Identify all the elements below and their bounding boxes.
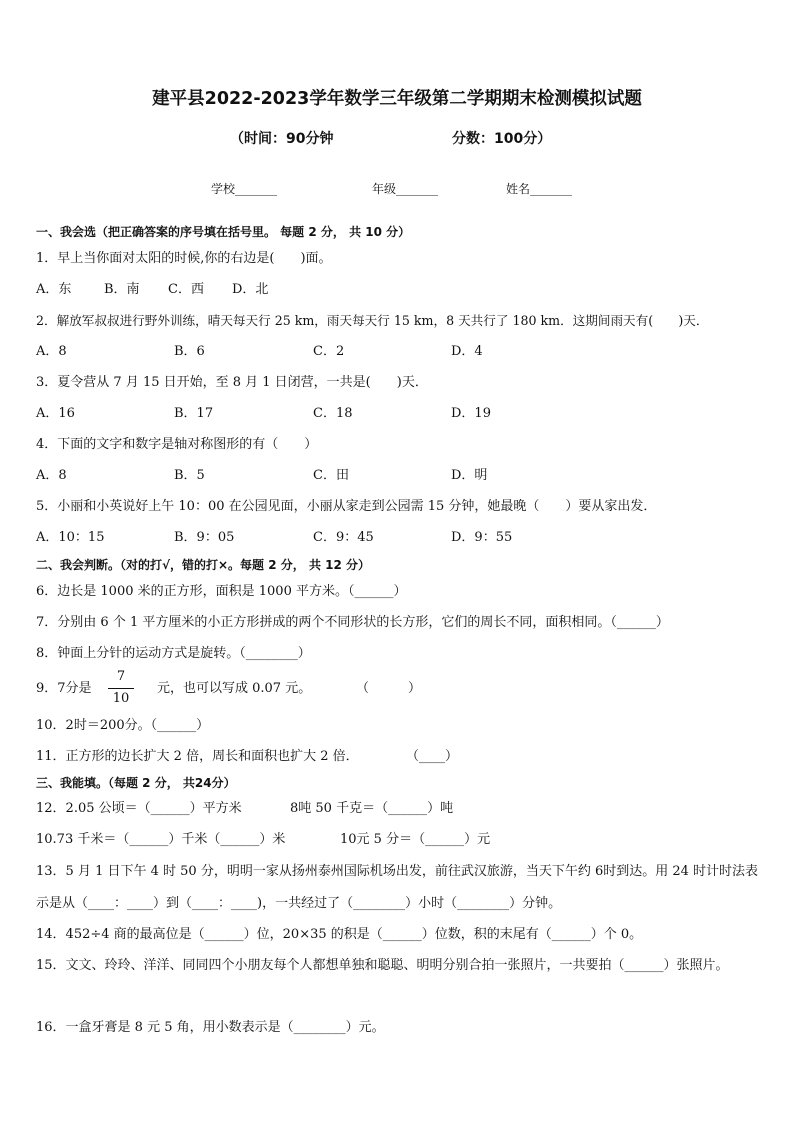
q1-option-a: A．东 — [36, 282, 72, 297]
name-field: 姓名_______ — [506, 182, 573, 196]
q1-option-b: B．南 — [104, 282, 140, 297]
question-9-blank: （ ） — [356, 681, 422, 696]
question-1: 1．早上当你面对太阳的时候,你的右边是( )面。 — [36, 251, 332, 266]
q5-option-c: C．9：45 — [313, 530, 374, 545]
q4-option-d: D．明 — [451, 468, 488, 483]
question-16: 16．一盒牙膏是 8 元 5 角，用小数表示是（________）元。 — [36, 1020, 385, 1035]
fraction-bar — [108, 688, 134, 689]
question-5: 5．小丽和小英说好上午 10：00 在公园见面，小丽从家走到公园需 15 分钟，她最晚（ ）要从家出发． — [36, 499, 657, 514]
q1-option-d: D．北 — [232, 282, 269, 297]
question-12-d: 10元 5 分＝（______）元 — [340, 832, 491, 847]
question-6: 6．边长是 1000 米的正方形，面积是 1000 平方米。（______） — [36, 584, 407, 599]
q1-option-c: C．西 — [168, 282, 204, 297]
q3-option-b: B．17 — [174, 406, 214, 421]
question-12-c: 10.73 千米＝（______）千米（______）米 — [36, 832, 286, 847]
q3-option-a: A．16 — [36, 406, 75, 421]
q4-option-b: B．5 — [174, 468, 205, 483]
q2-option-b: B．6 — [174, 344, 205, 359]
fraction-numerator: 7 — [116, 669, 126, 684]
question-9-prefix: 9．7分是 — [36, 681, 92, 696]
question-13: 13．5 月 1 日下午 4 时 50 分，明明一家从扬州泰州国际机场出发，前往武汉旅游，当天下午约 6时到达。用 24 时计时法表示是从（____：____）到（____：____)，一共经过了（________）小时（________）分钟。 — [36, 864, 759, 911]
q5-option-d: D．9：55 — [451, 530, 513, 545]
q4-option-c: C．田 — [313, 468, 349, 483]
exam-time: （时间：90分钟 — [230, 131, 334, 147]
question-11: 11．正方形的边长扩大 2 倍，周长和面积也扩大 2 倍． — [36, 749, 359, 764]
question-3: 3．夏令营从 7 月 15 日开始，至 8 月 1 日闭营，一共是( )天． — [36, 375, 428, 390]
q2-option-a: A．8 — [36, 344, 67, 359]
q3-option-d: D．19 — [451, 406, 491, 421]
question-10: 10．2时＝200分。（______） — [36, 718, 210, 733]
q2-option-d: D．4 — [451, 344, 483, 359]
exam-score: 分数：100分） — [452, 131, 552, 147]
q5-option-b: B．9：05 — [174, 530, 235, 545]
question-14: 14．452÷4 商的最高位是（______）位，20×35 的积是（______）位数，积的末尾有（______）个 0。 — [36, 927, 643, 942]
q2-option-c: C．2 — [313, 344, 345, 359]
q3-option-c: C．18 — [313, 406, 353, 421]
fraction-denominator: 10 — [112, 691, 130, 706]
school-field: 学校_______ — [211, 182, 278, 196]
grade-field: 年级_______ — [372, 182, 439, 196]
section-heading-choice: 一、我会选（把正确答案的序号填在括号里。 每题 2 分， 共 10 分） — [36, 225, 411, 239]
question-12-b: 8吨 50 千克＝（______）吨 — [290, 801, 454, 816]
question-15: 15．文文、玲玲、洋洋、同同四个小朋友每个人都想单独和聪聪、明明分别合拍一张照片，一共要拍（______）张照片。 — [36, 958, 729, 973]
page-title: 建平县2022-2023学年数学三年级第二学期期末检测模拟试题 — [152, 89, 642, 109]
question-12-a: 12．2.05 公顷＝（______）平方米 — [36, 801, 242, 816]
question-7: 7．分别由 6 个 1 平方厘米的小正方形拼成的两个不同形状的长方形，它们的周长不同，面积相同。（______） — [36, 615, 669, 630]
question-4: 4．下面的文字和数字是轴对称图形的有（ ） — [36, 437, 318, 452]
section-heading-fill: 三、我能填。（每题 2 分， 共24分） — [36, 776, 236, 790]
question-2: 2．解放军叔叔进行野外训练，晴天每天行 25 km，雨天每天行 15 km，8 天共行了 180 km．这期间雨天有( )天． — [36, 313, 709, 328]
q4-option-a: A．8 — [36, 468, 67, 483]
question-9-suffix: 元，也可以写成 0.07 元。 — [157, 681, 312, 696]
question-8: 8．钟面上分针的运动方式是旋转。（________） — [36, 646, 311, 661]
q5-option-a: A．10：15 — [36, 530, 105, 545]
section-heading-judge: 二、我会判断。（对的打√，错的打×。每题 2 分， 共 12 分） — [36, 558, 370, 572]
question-11-blank: （____） — [406, 749, 459, 764]
